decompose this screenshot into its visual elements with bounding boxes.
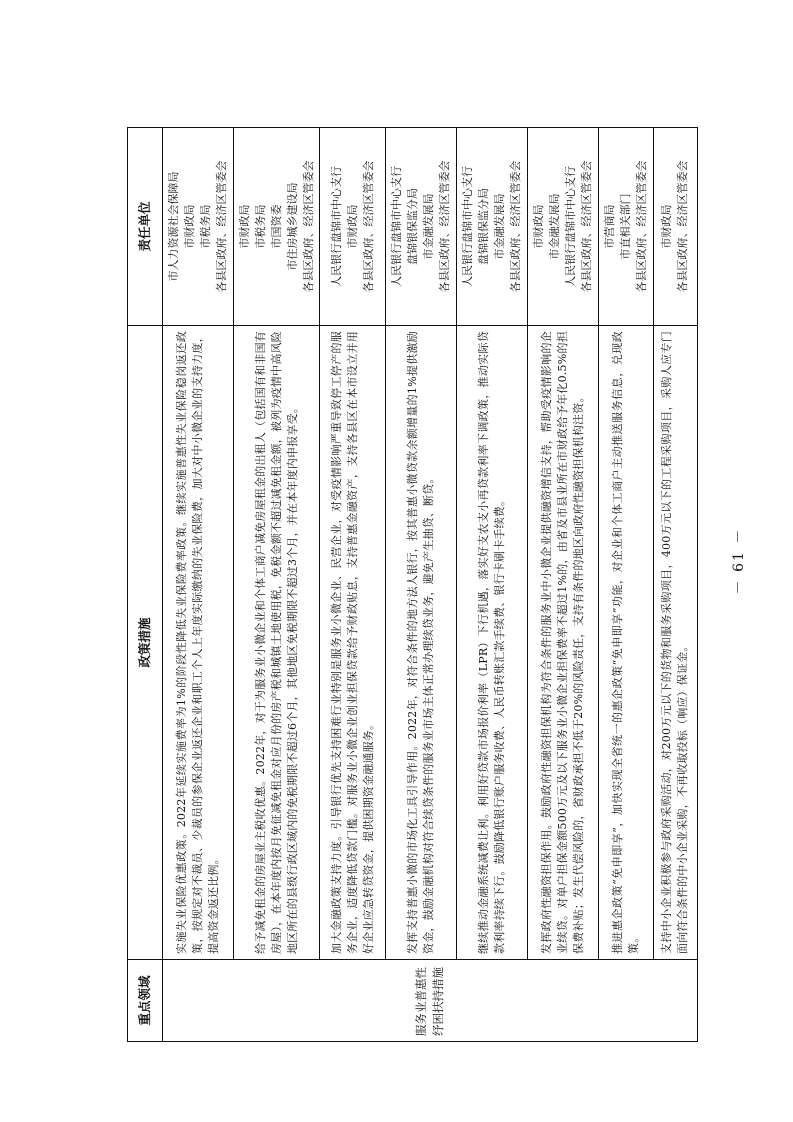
table-row (653, 128, 697, 1042)
measure-cell: 实施失业保险优惠政策。2022年延续实施费率为1%的阶段性降低失业保险费率政策。继续实施普惠性失业保险稳岗返还政策，按规定对不裁员、少裁员的参保企业返还企业和职工个人上年度实际缴纳的失业保险费，加大对中小微企业的支持力度，提高资金返还比例。 (163, 326, 234, 960)
measure-cell: 发挥支持普惠小微的市场化工具引导作用。2022年，对符合条件的地方法人银行，按其普惠小微贷款余额增量的1%提供激励资金，鼓励金融机构对符合续贷条件的服务业市场主体正常办理续贷业务，避免产生抽贷、断贷。 (386, 326, 457, 960)
measure-cell: 推进惠企政策“免申即享”，加快实现全省统一的惠企政策“免申即享”功能，对企业和个体工商户主动推送服务信息，兑现政策。 (598, 326, 653, 960)
unit-line: 市营商局 (602, 204, 616, 249)
unit-line: 市财政局 (182, 204, 196, 249)
unit-line: 各县区政府、经济区管委会 (214, 160, 228, 293)
page-number: － 61 － (731, 527, 747, 595)
table-row (163, 128, 234, 1042)
unit-line: 各县区政府、经济区管委会 (509, 160, 522, 293)
header-area: 重点领域 (128, 960, 163, 1042)
unit-line: 市税务局 (198, 204, 212, 249)
unit-cell (320, 128, 386, 326)
unit-line: 市金融发展局 (547, 193, 561, 260)
unit-line: 市财政局 (660, 204, 674, 249)
header-unit: 责任单位 (128, 128, 163, 326)
unit-line: 市财政局 (345, 204, 359, 249)
measure-cell: 发挥政府性融资担保作用。鼓励政府性融资担保机构为符合条件的服务业中小微企业提供融资增信支持，帮助受疫情影响的企业续贷。对单户担保金额500万元及以下服务业小微企业担保费率不超过1%的，由省及市县业所在市财政给予年化0.5%的担保费补贴；发生代偿风险的，省财政承担不低于20%的风险责任，支持有条件的地区向政府性融资担保机构注资。 (527, 326, 598, 960)
area-cell: 服务业普惠性纾困扶持措施 (163, 960, 698, 1042)
table-row (457, 128, 528, 1042)
unit-cell (527, 128, 598, 326)
unit-line: 各县区政府、经济区管委会 (634, 160, 648, 293)
unit-line: 人民银行盘锦市中心支行 (563, 166, 577, 287)
unit-cell (163, 128, 234, 326)
unit-line: 人民银行盘锦市中心支行 (330, 166, 344, 287)
measure-cell: 加大金融政策支持力度。引导银行优先支持困难行业特别是服务业小微企业、民营企业，对受疫情影响严重导致停工停产的服务企业，适度降低贷款门槛。对服务业小微企业创业担保贷款给予财政贴息，支持普惠金融资产，支持各县区在本市设立并用好企业应急转贷资金，提供困期资金融通服务。 (320, 326, 386, 960)
unit-line: 各县区政府、经济区管委会 (676, 160, 689, 293)
unit-line: 各县区政府、经济区管委会 (301, 160, 315, 293)
unit-line: 市国资委 (269, 204, 283, 249)
unit-cell (233, 128, 320, 326)
unit-line: 各县区政府、经济区管委会 (438, 160, 452, 293)
measure-cell: 给予减免租金的房屋业主税收优惠。2022年，对于为服务业小微企业和个体工商户减免房屋租金的出租人（包括国有和非国有房屋），在本年度内按月免征减免租金对应月份的房产税和城镇土地使用税，免税金额不超过减免租金额，被列为疫情中高风险地区所在的县级行政区域内的免税期限不超过6个月，其他地区免税期限不超过3个月，并在本年度内申报享受。 (233, 326, 320, 960)
unit-line: 市直相关部门 (618, 193, 632, 260)
unit-line: 人民银行盘锦市中心支行 (461, 166, 475, 287)
unit-line: 市税务局 (253, 204, 267, 249)
measure-cell: 支持中小企业积极参与政府采购活动，对200万元以下的货物和服务采购项目，400万元以下的工程采购项目，采购人应专门面向符合条件的中小企业采购，不再收取投标（响应）保证金。 (653, 326, 697, 960)
table-row (320, 128, 386, 1042)
unit-line: 盘锦银保监分局 (477, 188, 491, 265)
table-body (163, 128, 698, 1042)
unit-line: 市财政局 (237, 204, 251, 249)
unit-cell (386, 128, 457, 326)
table-row (598, 128, 653, 1042)
unit-line: 市人力资源社会保障局 (167, 171, 180, 282)
unit-cell (457, 128, 528, 326)
unit-line: 市金融发展局 (422, 193, 436, 260)
table-row (233, 128, 320, 1042)
unit-line: 市财政局 (531, 204, 545, 249)
policy-table (127, 127, 698, 1042)
table-header-row (128, 128, 163, 1042)
unit-cell (653, 128, 697, 326)
unit-line: 市住房城乡建设局 (285, 182, 299, 271)
unit-line: 盘锦银保监分局 (406, 188, 420, 265)
header-measure: 政策措施 (128, 326, 163, 960)
unit-line: 各县区政府、经济区管委会 (361, 160, 375, 293)
unit-line: 各县区政府、经济区管委会 (579, 160, 593, 293)
unit-line: 人民银行盘锦市中心支行 (390, 166, 404, 287)
table-row (527, 128, 598, 1042)
unit-cell (598, 128, 653, 326)
unit-line: 市金融发展局 (493, 193, 507, 260)
table-row (386, 128, 457, 1042)
measure-cell: 继续推动金融系统减费让利。利用好贷款市场报价利率（LPR）下行机遇，落实好支农支小再贷款利率下调政策，推动实际贷款利率持续下行。鼓励降低银行账户服务收费、人民币转账汇款手续费、银行卡刷卡手续费。 (457, 326, 528, 960)
